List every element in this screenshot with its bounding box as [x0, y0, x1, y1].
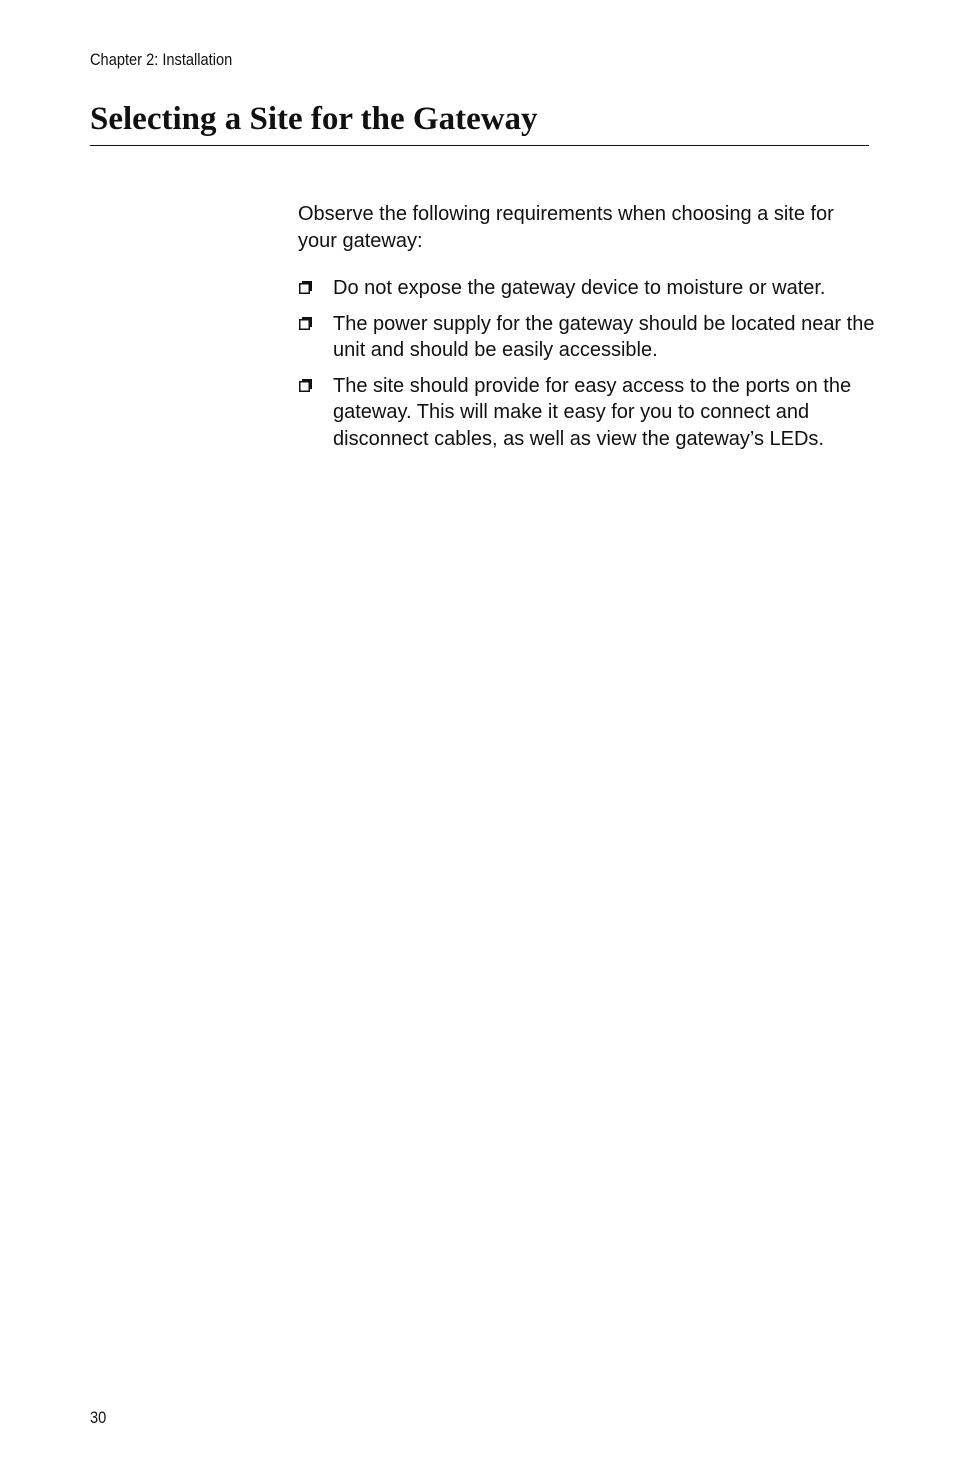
section-title: Selecting a Site for the Gateway: [90, 101, 538, 137]
list-item: [298, 275, 878, 302]
list-item: [298, 311, 878, 364]
requirement-text: Do not expose the gateway device to moisture or water.: [333, 277, 826, 299]
requirement-text: The site should provide for easy access to the ports on the gateway. This will make it easy for you to connect and disconnect cables, as well as view the gateway’s LEDs.: [333, 374, 852, 450]
checkbox-bullet-icon: [299, 281, 312, 294]
body-column: [298, 201, 878, 461]
title-rule: [90, 145, 869, 146]
page-number: 30: [90, 1408, 107, 1427]
requirements-list: [298, 275, 878, 452]
intro-paragraph: Observe the following requirements when choosing a site for your gateway:: [298, 203, 834, 252]
requirement-text: The power supply for the gateway should be located near the unit and should be easily accessible.: [333, 312, 875, 361]
checkbox-bullet-icon: [299, 379, 312, 392]
running-header: Chapter 2: Installation: [90, 50, 233, 69]
checkbox-bullet-icon: [299, 317, 312, 330]
list-item: [298, 373, 878, 453]
